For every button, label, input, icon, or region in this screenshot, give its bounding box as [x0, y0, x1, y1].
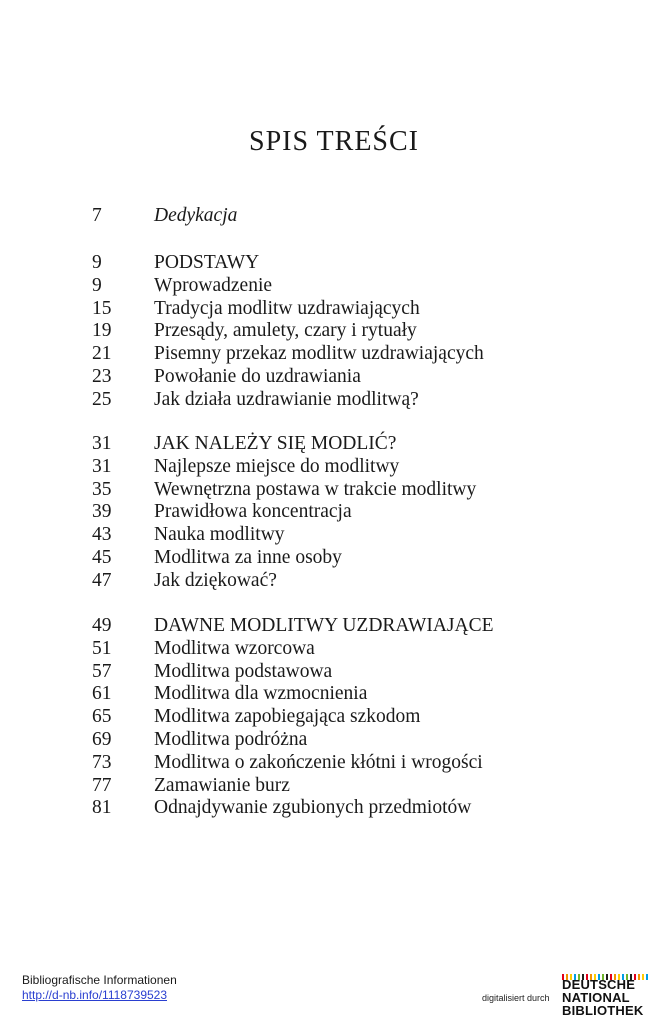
toc-page-number: 31	[92, 433, 112, 454]
dnb-logo-line: BIBLIOTHEK	[562, 1003, 644, 1018]
toc-page-number: 81	[92, 797, 112, 819]
toc-page-number: 21	[92, 343, 112, 365]
toc-title: Modlitwa za inne osoby	[154, 547, 342, 568]
toc-title: Wprowadzenie	[154, 274, 273, 296]
toc-page-number: 43	[92, 524, 112, 546]
toc-title: PODSTAWY	[154, 252, 260, 273]
toc-title: Odnajdywanie zgubionych przedmiotów	[154, 797, 472, 819]
toc-title: Jak dziękować?	[154, 569, 277, 591]
toc-title: Modlitwa wzorcowa	[154, 637, 315, 659]
toc-title: Dedykacja	[154, 205, 238, 226]
bibliographic-info-link[interactable]: http://d-nb.info/1118739523	[22, 988, 168, 1002]
toc-title: Jak działa uzdrawianie modlitwą?	[154, 388, 419, 410]
toc-page-number: 9	[92, 252, 102, 273]
toc-page-number: 61	[92, 683, 112, 705]
bibliographic-info-label: Bibliografische Informationen	[22, 973, 177, 987]
toc-page-number: 39	[92, 501, 112, 523]
toc-title: Wewnętrzna postawa w trakcie modlitwy	[154, 478, 477, 500]
toc-title: Modlitwa zapobiegająca szkodom	[154, 706, 421, 728]
dnb-logo	[558, 968, 650, 1020]
toc-page-number: 47	[92, 569, 112, 591]
toc-title: Modlitwa o zakończenie kłótni i wrogości	[154, 751, 483, 773]
toc-page-number: 31	[92, 455, 112, 477]
toc-title: Przesądy, amulety, czary i rytuały	[154, 320, 417, 342]
toc-title: Pisemny przekaz modlitw uzdrawiających	[154, 343, 484, 365]
toc-title: Prawidłowa koncentracja	[154, 501, 352, 523]
dnb-logo-line: DEUTSCHE	[562, 977, 636, 992]
toc-page-number: 35	[92, 478, 112, 500]
toc-title: Zamawianie burz	[154, 774, 290, 796]
dnb-logo-bar	[646, 974, 648, 980]
toc-page-number: 77	[92, 774, 112, 796]
toc-page-number: 19	[92, 320, 112, 342]
toc-page-number: 7	[92, 205, 102, 226]
digitized-by-label: digitalisiert durch	[482, 993, 550, 1003]
toc-page-number: 65	[92, 706, 112, 728]
toc-page-number: 9	[92, 274, 102, 296]
toc-page-number: 45	[92, 547, 112, 568]
toc-page-number: 15	[92, 297, 112, 319]
dnb-logo-line: NATIONAL	[562, 990, 630, 1005]
toc-title: DAWNE MODLITWY UZDRAWIAJĄCE	[154, 615, 494, 636]
toc-title: Modlitwa podróżna	[154, 729, 308, 750]
toc-page-number: 49	[92, 615, 112, 636]
toc-title: Modlitwa podstawowa	[154, 660, 333, 682]
toc-title: JAK NALEŻY SIĘ MODLIĆ?	[154, 433, 397, 454]
dnb-logo-wordmark	[562, 978, 643, 1017]
toc-page-number: 57	[92, 660, 112, 682]
toc-page-number: 73	[92, 751, 112, 773]
toc-page-number: 51	[92, 637, 112, 659]
toc-title: Modlitwa dla wzmocnienia	[154, 683, 368, 705]
bibliographic-info	[22, 973, 177, 1003]
toc-page-number: 25	[92, 388, 112, 410]
toc-title: Najlepsze miejsce do modlitwy	[154, 455, 400, 477]
toc-page-number: 69	[92, 729, 112, 750]
toc-title: Powołanie do uzdrawiania	[154, 366, 361, 387]
page-title: SPIS TREŚCI	[249, 126, 419, 157]
toc-page-number: 23	[92, 366, 112, 387]
toc-title: Tradycja modlitw uzdrawiających	[154, 297, 420, 319]
toc-title: Nauka modlitwy	[154, 524, 285, 546]
